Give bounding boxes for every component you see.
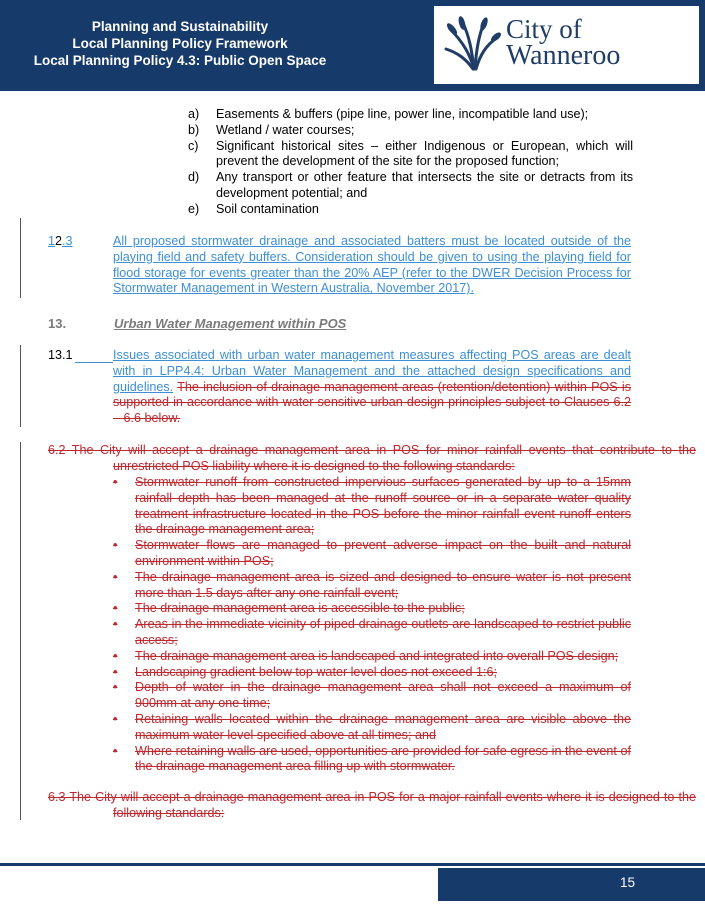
bullet-text: Depth of water in the drainage management area shall not exceed a maximum of 900mm at any one time; [135,680,631,711]
clause-12-3 [48,234,631,297]
bullet-icon: • [113,711,118,726]
list-item [113,744,631,776]
section-title: Urban Water Management within POS [114,316,347,331]
bullet-text: The drainage management area is sized and designed to ensure water is not present more than 1.5 days after any one rainfall event; [135,569,631,600]
change-bar [20,442,21,820]
list-item-text: Wetland / water courses; [216,122,355,137]
page-footer [438,868,705,901]
list-item [113,665,631,681]
page-header [0,0,705,91]
clause-13-1 [48,348,631,427]
list-item-text: Easements & buffers (pipe line, power line, incompatible land use); [216,107,589,121]
page-number: 15 [619,875,635,890]
bullet-icon: • [113,743,118,758]
logo-wanneroo-text: Wanneroo [506,40,621,71]
tab-underline [75,362,113,363]
clause-text: All proposed stormwater drainage and associated batters must be located outside of the playing field and safety buffers. Consideration should be given to using the playing field for flood storage for events greater than the 20% AEP (refer to the DWER Decision Process for Stormwater Management in Western Australia, November 2017). [113,234,631,296]
bullet-text: Where retaining walls are used, opportunities are provided for safe egress in the event of the drainage management area filling up with stormwater. [135,743,631,774]
header-title [10,18,350,69]
bullet-icon: • [113,617,118,632]
section-heading [48,316,347,331]
clause-6-2: 6.2 The City will accept a drainage management area in POS for minor rainfall events that contribute to the unrestricted POS liability where it is designed to the following standards: [48,443,696,473]
list-item-letter: a) [188,107,200,121]
inserted-text: Issues associated with urban water management measures affecting POS areas are dealt with in LPP4.4: Urban Water Management and the attached design specifications and guidelines. [113,348,631,394]
clause-number: 12.3 [48,234,73,248]
change-bar [20,218,21,298]
list-item [113,538,631,570]
list-item-letter: e) [188,201,200,216]
bullet-icon: • [113,538,118,553]
change-bar [20,345,21,427]
list-item-letter: b) [188,122,200,137]
list-item [188,123,633,139]
bullet-icon: • [113,601,118,616]
bullet-text: Areas in the immediate vicinity of piped drainage outlets are landscaped to restrict public access; [135,617,631,647]
list-item-text: Significant historical sites – either Indigenous or European, which will prevent the development of the site for the proposed function; [216,138,633,169]
list-item-letter: d) [188,170,200,185]
bullet-text: Stormwater flows are managed to prevent adverse impact on the built and natural environment within POS; [135,538,631,568]
reed-logo-icon [444,15,502,71]
clause-text [113,348,631,427]
bullet-icon: • [113,648,118,663]
city-logo [434,6,699,84]
clause-number: 13.1 [48,348,73,362]
section-number: 13. [48,316,67,331]
deleted-text: The inclusion of drainage management areas (retention/detention) within POS is supported in accordance with water sensitive urban design principles subject to Clauses 6.2 – 6.6 below. [113,379,631,426]
bullet-text: The drainage management area is landscaped and integrated into overall POS design; [135,648,619,663]
bullet-icon: • [113,664,118,679]
bullet-icon: • [113,475,118,489]
constraints-list [188,107,633,218]
list-item [113,601,631,617]
footer-rule [0,863,705,866]
list-item [113,680,631,712]
list-item [113,617,631,649]
list-item [188,139,633,171]
list-item [113,570,631,602]
header-line-1: Planning and Sustainability [91,19,269,34]
bullet-text: Stormwater runoff from constructed impervious surfaces generated by up to a 15mm rainfall depth has been managed at the runoff source or in a separate water quality treatment infrastructure located in the POS before the minor rainfall event runoff enters the drainage management area; [135,475,631,537]
logo-city-text: City of [506,14,582,44]
standards-bullet-list [113,475,631,775]
list-item-text: Any transport or other feature that intersects the site or detracts from its development potential; and [216,170,633,200]
footer-left [0,868,435,901]
list-item [113,475,631,538]
bullet-icon: • [113,569,118,584]
bullet-text: Landscaping gradient below top water level does not exceed 1:6; [135,664,497,679]
list-item-letter: c) [188,138,199,153]
bullet-icon: • [113,680,118,695]
bullet-text: Retaining walls located within the drainage management area are visible above the maximum water level specified above at all times; and [135,711,631,742]
header-line-3: Local Planning Policy 4.3: Public Open Space [33,53,327,68]
list-item [113,712,631,744]
list-item-text: Soil contamination [216,201,319,216]
list-item [113,649,631,665]
clause-6-3: 6.3 The City will accept a drainage management area in POS for a major rainfall events where it is designed to the following standards: [48,790,696,820]
list-item [188,107,633,123]
list-item [188,202,633,218]
bullet-text: The drainage management area is accessible to the public; [135,601,465,616]
header-line-2: Local Planning Policy Framework [72,36,288,51]
list-item [188,170,633,202]
